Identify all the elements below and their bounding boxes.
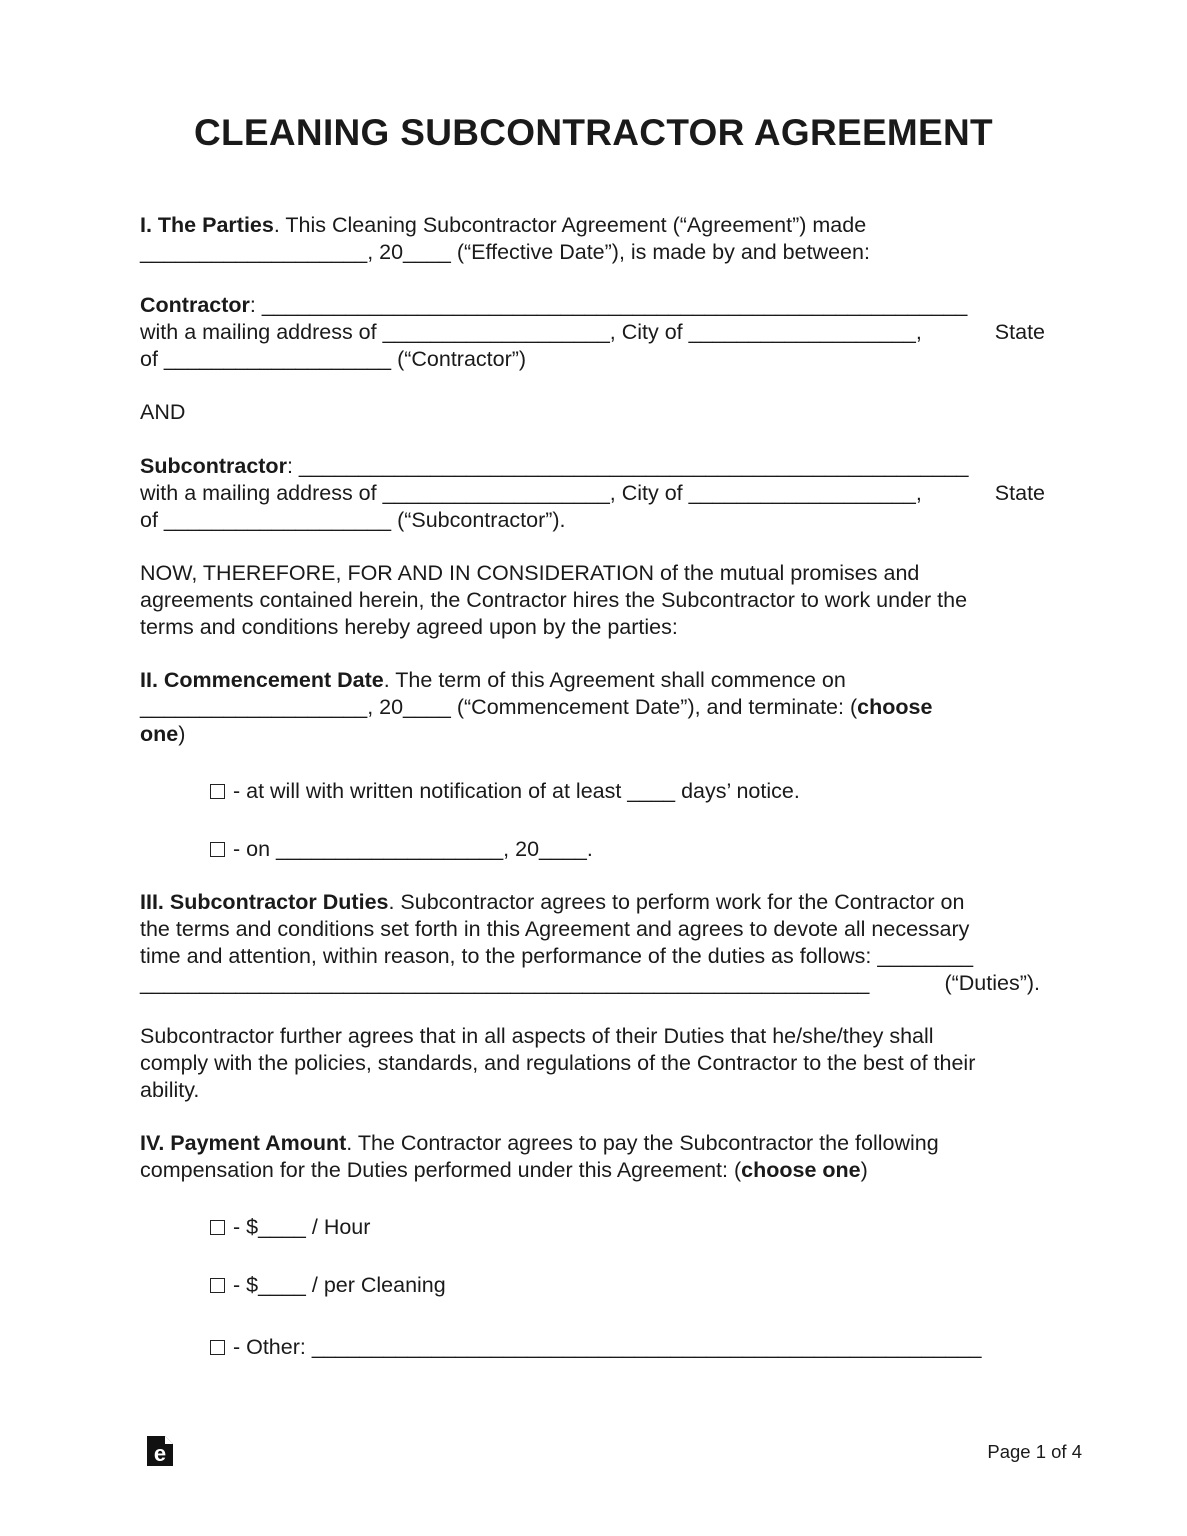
- parties-heading: I. The Parties: [140, 213, 274, 237]
- subcontractor-label: Subcontractor: [140, 454, 287, 478]
- contractor-state-label: State: [994, 320, 1045, 344]
- checkbox-on-date[interactable]: [210, 842, 225, 857]
- contractor-line-1: [140, 292, 967, 319]
- choose-label: choose: [857, 695, 933, 719]
- svg-text:e: e: [153, 1441, 167, 1466]
- commencement-line-3: [140, 721, 185, 748]
- payment-option-per-cleaning: [210, 1272, 446, 1299]
- subcontractor-name-blank: : ________________________________________________________: [286, 454, 969, 478]
- duties-text: . Subcontractor agrees to perform work for the Contractor on: [388, 890, 965, 914]
- checkbox-other[interactable]: [210, 1340, 225, 1355]
- option-on-date-text: - on ___________________, 20____.: [227, 837, 593, 861]
- subcontractor-address-line: with a mailing address of ___________________, City of ___________________,: [140, 481, 922, 505]
- parties-text: . This Cleaning Subcontractor Agreement (“Agreement”) made: [273, 213, 867, 237]
- document-title: CLEANING SUBCONTRACTOR AGREEMENT: [194, 112, 993, 153]
- term-option-at-will: [210, 778, 800, 805]
- duties-end-label: (“Duties”).: [944, 971, 1040, 995]
- option-other-text: - Other: ________________________________________________________: [227, 1335, 982, 1359]
- contractor-address-line: with a mailing address of ___________________, City of ___________________,: [140, 320, 922, 344]
- page-number: Page 1 of 4: [987, 1441, 1082, 1462]
- option-hourly-text: - $____ / Hour: [227, 1215, 371, 1239]
- commencement-line-2: [140, 694, 932, 721]
- checkbox-hourly[interactable]: [210, 1220, 225, 1235]
- payment-option-hour: [210, 1214, 370, 1241]
- option-at-will-text: - at will with written notification of at least ____ days’ notice.: [227, 779, 800, 803]
- checkbox-at-will[interactable]: [210, 784, 225, 799]
- payment-close-paren: ): [860, 1158, 868, 1182]
- further-line-3: ability.: [140, 1078, 200, 1102]
- duties-line-4: _____________________________________________________________: [140, 971, 870, 995]
- term-option-on-date: [210, 836, 593, 863]
- commencement-line-1: [140, 667, 846, 694]
- parties-line-1: [140, 212, 866, 239]
- subcontractor-line-1: [140, 453, 969, 480]
- checkbox-per-cleaning[interactable]: [210, 1278, 225, 1293]
- payment-choose-one: choose one: [741, 1158, 861, 1182]
- further-line-2: comply with the policies, standards, and regulations of the Contractor to the best of their: [140, 1051, 976, 1075]
- duties-line-3: time and attention, within reason, to the performance of the duties as follows: ________: [140, 944, 974, 968]
- payment-option-other: [210, 1334, 981, 1361]
- option-per-cleaning-text: - $____ / per Cleaning: [227, 1273, 446, 1297]
- commencement-text: . The term of this Agreement shall commence on: [383, 668, 846, 692]
- further-line-1: Subcontractor further agrees that in all aspects of their Duties that he/she/they shall: [140, 1024, 934, 1048]
- duties-line-2: the terms and conditions set forth in this Agreement and agrees to devote all necessary: [140, 917, 970, 941]
- payment-line-1: [140, 1130, 939, 1157]
- consideration-line-3: terms and conditions hereby agreed upon by the parties:: [140, 615, 678, 639]
- commencement-date-blank: ___________________, 20____ (“Commencement Date”), and terminate: (: [140, 695, 858, 719]
- contractor-name-blank: : ___________________________________________________________: [249, 293, 968, 317]
- close-paren: ): [178, 722, 186, 746]
- eforms-logo-icon: [147, 1428, 173, 1466]
- consideration-line-2: agreements contained herein, the Contractor hires the Subcontractor to work under the: [140, 588, 968, 612]
- payment-text: . The Contractor agrees to pay the Subcontractor the following: [346, 1131, 939, 1155]
- and-separator: AND: [140, 400, 186, 424]
- consideration-line-1: NOW, THEREFORE, FOR AND IN CONSIDERATION of the mutual promises and: [140, 561, 920, 585]
- contractor-state-line: of ___________________ (“Contractor”): [140, 347, 527, 371]
- one-label: one: [140, 722, 179, 746]
- parties-line-2: ___________________, 20____ (“Effective Date”), is made by and between:: [140, 240, 870, 264]
- payment-heading: IV. Payment Amount: [140, 1131, 347, 1155]
- payment-line-2-text: compensation for the Duties performed under this Agreement: (: [140, 1158, 742, 1182]
- contractor-label: Contractor: [140, 293, 250, 317]
- subcontractor-state-label: State: [994, 481, 1045, 505]
- commencement-heading: II. Commencement Date: [140, 668, 384, 692]
- payment-line-2: [140, 1157, 868, 1184]
- duties-heading: III. Subcontractor Duties: [140, 890, 389, 914]
- duties-line-1: [140, 889, 964, 916]
- subcontractor-state-line: of ___________________ (“Subcontractor”).: [140, 508, 566, 532]
